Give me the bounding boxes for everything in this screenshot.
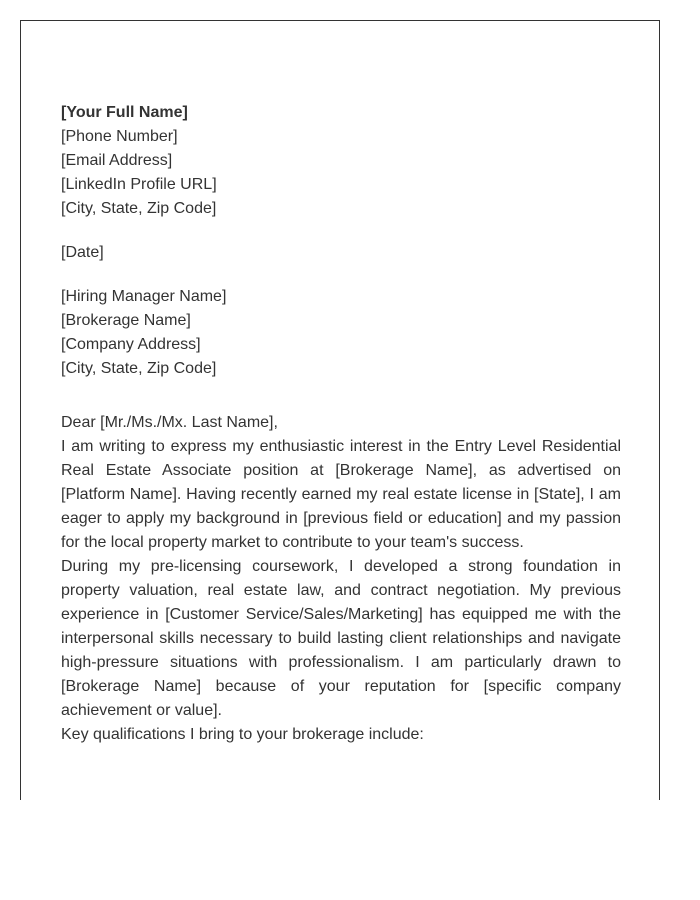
body-paragraph-1: I am writing to express my enthusiastic interest in the Entry Level Residential Real Estate Associate position at [Brokerage Name], as advertised on [Platform Name]. Having recently earned my real estate license in [State], I am eager to apply my background in [previous field or education] and my passion for the local property market to contribute to your team's success. bbox=[61, 438, 621, 551]
recipient-hiring-manager: [Hiring Manager Name] bbox=[61, 288, 227, 305]
body-paragraph-3: Key qualifications I bring to your brokerage include: bbox=[61, 726, 424, 743]
sender-block bbox=[61, 101, 621, 221]
date-block bbox=[61, 241, 621, 265]
recipient-city-state-zip: [City, State, Zip Code] bbox=[61, 360, 217, 377]
salutation: Dear [Mr./Ms./Mx. Last Name], bbox=[61, 414, 278, 431]
recipient-brokerage: [Brokerage Name] bbox=[61, 312, 191, 329]
sender-linkedin: [LinkedIn Profile URL] bbox=[61, 176, 217, 193]
sender-phone: [Phone Number] bbox=[61, 128, 178, 145]
letter-content bbox=[61, 101, 621, 747]
recipient-address: [Company Address] bbox=[61, 336, 201, 353]
recipient-block bbox=[61, 285, 621, 381]
sender-city-state-zip: [City, State, Zip Code] bbox=[61, 200, 217, 217]
letter-date: [Date] bbox=[61, 244, 104, 261]
salutation-block bbox=[61, 411, 621, 435]
letter-page bbox=[20, 20, 660, 800]
sender-name: [Your Full Name] bbox=[61, 104, 188, 121]
sender-email: [Email Address] bbox=[61, 152, 173, 169]
body-paragraph-2: During my pre-licensing coursework, I developed a strong foundation in property valuation, real estate law, and contract negotiation. My previous experience in [Customer Service/Sales/Marketing] has equipped me with the interpersonal skills necessary to build lasting client relationships and navigate high-pressure situations with professionalism. I am particularly drawn to [Brokerage Name] because of your reputation for [specific company achievement or value]. bbox=[61, 558, 621, 719]
